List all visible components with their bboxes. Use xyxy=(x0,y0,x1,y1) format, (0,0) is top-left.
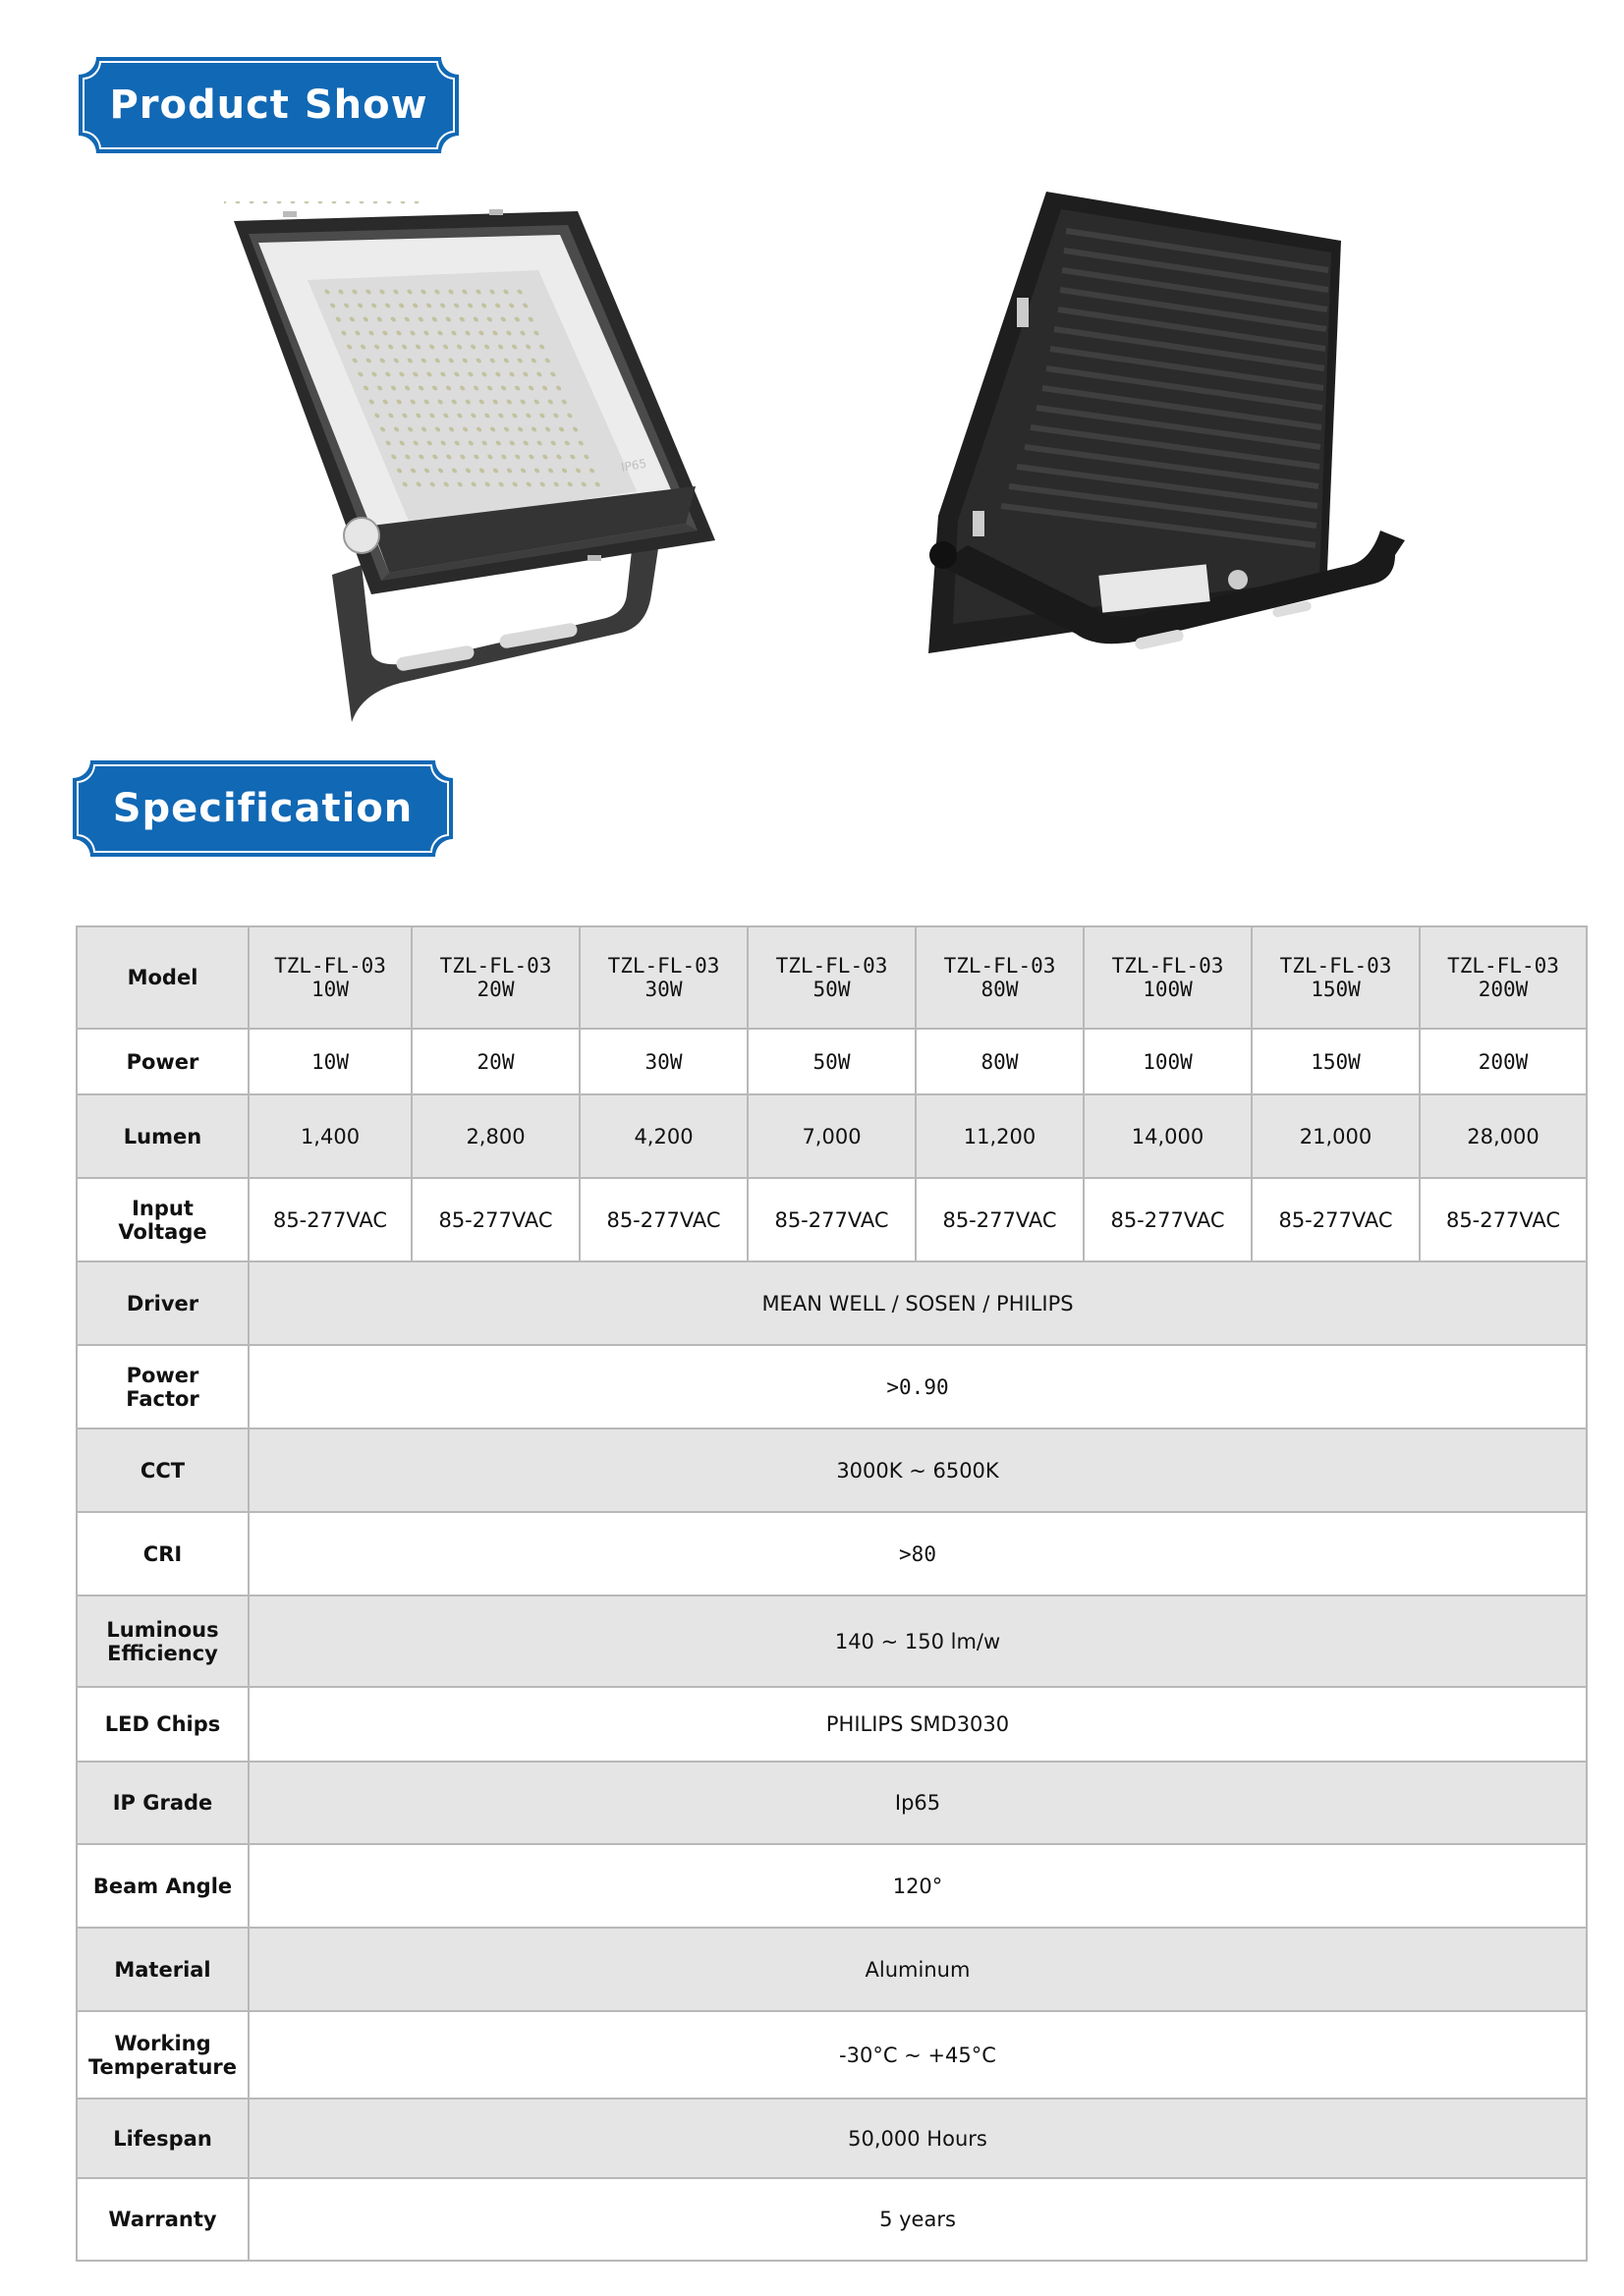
row-label: Material xyxy=(77,1928,249,2011)
row-label: Lifespan xyxy=(77,2099,249,2178)
row-power-factor xyxy=(77,1345,1587,1428)
specification-title: Specification xyxy=(112,786,414,831)
power-cell: 50W xyxy=(748,1029,916,1094)
specification-table xyxy=(76,925,1588,2262)
row-model xyxy=(77,926,1587,1029)
lumen-cell: 11,200 xyxy=(916,1094,1084,1178)
lumen-cell: 1,400 xyxy=(249,1094,412,1178)
row-label: LED Chips xyxy=(77,1687,249,1762)
row-label: Driver xyxy=(77,1261,249,1345)
led-chips-value: PHILIPS SMD3030 xyxy=(249,1687,1587,1762)
driver-value: MEAN WELL / SOSEN / PHILIPS xyxy=(249,1261,1587,1345)
model-cell: TZL-FL-03 150W xyxy=(1252,926,1420,1029)
row-power xyxy=(77,1029,1587,1094)
lifespan-value: 50,000 Hours xyxy=(249,2099,1587,2178)
voltage-cell: 85-277VAC xyxy=(916,1178,1084,1261)
row-label: Luminous Efficiency xyxy=(77,1596,249,1687)
power-cell: 150W xyxy=(1252,1029,1420,1094)
lumen-cell: 4,200 xyxy=(580,1094,748,1178)
power-cell: 200W xyxy=(1420,1029,1587,1094)
power-cell: 100W xyxy=(1084,1029,1252,1094)
lumen-cell: 28,000 xyxy=(1420,1094,1587,1178)
voltage-cell: 85-277VAC xyxy=(748,1178,916,1261)
row-led-chips xyxy=(77,1687,1587,1762)
flood-light-back-image xyxy=(899,192,1410,712)
model-cell: TZL-FL-03 10W xyxy=(249,926,412,1029)
warranty-value: 5 years xyxy=(249,2178,1587,2261)
row-ip-grade xyxy=(77,1762,1587,1844)
material-value: Aluminum xyxy=(249,1928,1587,2011)
row-material xyxy=(77,1928,1587,2011)
row-beam-angle xyxy=(77,1844,1587,1928)
model-cell: TZL-FL-03 30W xyxy=(580,926,748,1029)
row-input-voltage xyxy=(77,1178,1587,1261)
row-lumen xyxy=(77,1094,1587,1178)
voltage-cell: 85-277VAC xyxy=(412,1178,580,1261)
cri-value: >80 xyxy=(249,1512,1587,1596)
power-cell: 20W xyxy=(412,1029,580,1094)
lumen-cell: 21,000 xyxy=(1252,1094,1420,1178)
row-label: Beam Angle xyxy=(77,1844,249,1928)
working-temperature-value: -30°C ~ +45°C xyxy=(249,2011,1587,2099)
row-label: CRI xyxy=(77,1512,249,1596)
model-cell: TZL-FL-03 80W xyxy=(916,926,1084,1029)
voltage-cell: 85-277VAC xyxy=(1420,1178,1587,1261)
voltage-cell: 85-277VAC xyxy=(249,1178,412,1261)
ip-grade-value: Ip65 xyxy=(249,1762,1587,1844)
power-factor-value: >0.90 xyxy=(249,1345,1587,1428)
model-cell: TZL-FL-03 100W xyxy=(1084,926,1252,1029)
ip65-badge: IP65 xyxy=(620,456,648,475)
beam-angle-value: 120° xyxy=(249,1844,1587,1928)
row-label: IP Grade xyxy=(77,1762,249,1844)
flood-light-front-image xyxy=(224,201,715,732)
row-cri xyxy=(77,1512,1587,1596)
lumen-cell: 14,000 xyxy=(1084,1094,1252,1178)
voltage-cell: 85-277VAC xyxy=(1252,1178,1420,1261)
lumen-cell: 7,000 xyxy=(748,1094,916,1178)
cct-value: 3000K ~ 6500K xyxy=(249,1428,1587,1512)
row-lifespan xyxy=(77,2099,1587,2178)
row-label: Warranty xyxy=(77,2178,249,2261)
row-warranty xyxy=(77,2178,1587,2261)
luminous-efficiency-value: 140 ~ 150 lm/w xyxy=(249,1596,1587,1687)
model-cell: TZL-FL-03 200W xyxy=(1420,926,1587,1029)
row-label: CCT xyxy=(77,1428,249,1512)
product-show-banner xyxy=(79,57,459,153)
model-cell: TZL-FL-03 50W xyxy=(748,926,916,1029)
row-label: Lumen xyxy=(77,1094,249,1178)
specification-banner xyxy=(73,760,453,857)
voltage-cell: 85-277VAC xyxy=(580,1178,748,1261)
model-cell: TZL-FL-03 20W xyxy=(412,926,580,1029)
row-working-temperature xyxy=(77,2011,1587,2099)
row-luminous-efficiency xyxy=(77,1596,1587,1687)
voltage-cell: 85-277VAC xyxy=(1084,1178,1252,1261)
lumen-cell: 2,800 xyxy=(412,1094,580,1178)
row-label: Working Temperature xyxy=(77,2011,249,2099)
row-label: Power Factor xyxy=(77,1345,249,1428)
power-cell: 10W xyxy=(249,1029,412,1094)
power-cell: 30W xyxy=(580,1029,748,1094)
row-label: Power xyxy=(77,1029,249,1094)
row-cct xyxy=(77,1428,1587,1512)
row-label: Input Voltage xyxy=(77,1178,249,1261)
product-show-title: Product Show xyxy=(109,83,428,128)
row-label: Model xyxy=(77,926,249,1029)
power-cell: 80W xyxy=(916,1029,1084,1094)
row-driver xyxy=(77,1261,1587,1345)
